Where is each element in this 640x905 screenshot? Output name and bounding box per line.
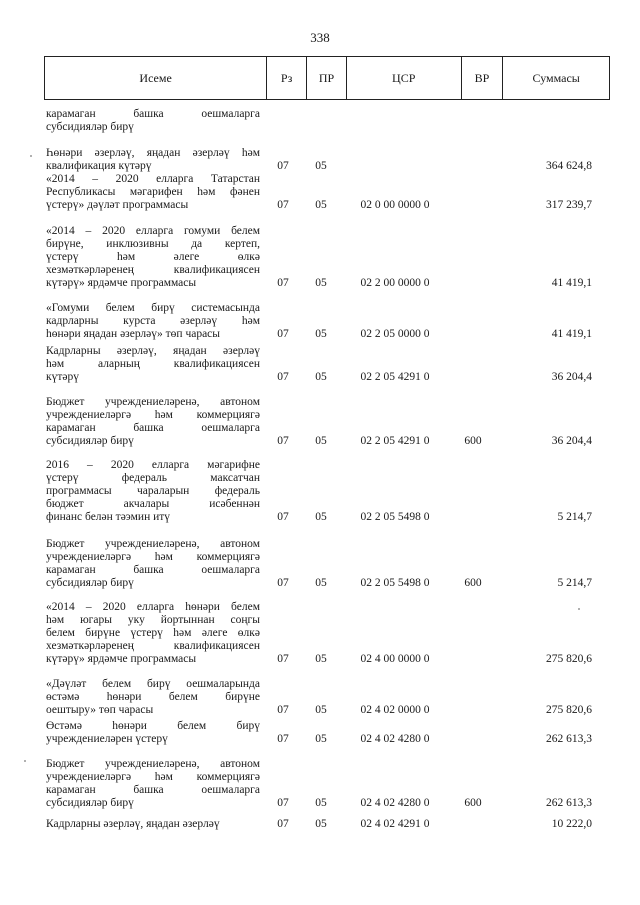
page-number: 338 (310, 30, 330, 45)
row-name-line: күтәрү» ярдәмче программасы (46, 653, 197, 665)
row-sum: 5 214,7 (557, 577, 592, 589)
row-pr: 05 (315, 818, 327, 830)
row-sum: 41 419,1 (551, 328, 592, 340)
row-name-line: Өстәмә һөнәри белем бирү (46, 720, 260, 732)
row-pr: 05 (315, 511, 327, 523)
row-name-line: субсидияләр бирү (46, 797, 134, 809)
row-pr: 05 (315, 160, 327, 172)
row-name-line: карамаган башка оешмаларга (46, 784, 260, 796)
row-sum: 275 820,6 (546, 653, 592, 665)
row-sum: 5 214,7 (557, 511, 592, 523)
row-name-line: бюджет акчалары исәбеннән (46, 498, 260, 510)
row-name (46, 818, 260, 831)
row-name (46, 720, 260, 746)
row-rz: 07 (277, 511, 289, 523)
row-pr: 05 (315, 277, 327, 289)
row-name-line: карамаган башка оешмаларга (46, 108, 260, 120)
row-name-line: субсидияләр бирү (46, 435, 134, 447)
header-pr: ПР (307, 57, 347, 99)
row-name (46, 345, 260, 384)
row-name-line: программасы чараларын федераль (46, 485, 260, 497)
row-name-line: һәм югары уку йортыннан соңгы (46, 614, 260, 626)
row-sum: 364 624,8 (546, 160, 592, 172)
row-name-line: «Дәүләт белем бирү оешмаларында (46, 678, 260, 690)
row-name-line: белем бирүне үстерү һәм әлеге өлкә (46, 627, 260, 639)
row-name-line: күтәрү» ярдәмче программасы (46, 277, 197, 289)
row-name-line: өстәмә һөнәри белем бирүне (46, 691, 260, 703)
row-name-line: 2016 – 2020 елларга мәгарифне (46, 459, 260, 471)
row-rz: 07 (277, 733, 289, 745)
row-name-line: «2014 – 2020 елларга һөнәри белем (46, 601, 260, 613)
row-csr: 02 4 02 4280 0 (360, 797, 430, 809)
row-rz: 07 (277, 277, 289, 289)
row-rz: 07 (277, 653, 289, 665)
row-pr: 05 (315, 733, 327, 745)
row-name-line: «2014 – 2020 елларга гомуми белем (46, 225, 260, 237)
row-sum: 317 239,7 (546, 199, 592, 211)
row-csr: 02 2 05 5498 0 (360, 511, 430, 523)
row-name-line: күтәрү (46, 371, 79, 383)
row-name-line: бирүне, инклюзивны да кертеп, (46, 238, 260, 250)
row-pr: 05 (315, 371, 327, 383)
header-name: Исеме (45, 57, 267, 99)
row-name-line: учреждениеләргә һәм коммерциягә (46, 551, 260, 563)
scan-speck (578, 608, 580, 610)
row-csr: 02 2 05 4291 0 (360, 435, 430, 447)
row-vr: 600 (464, 435, 482, 447)
row-pr: 05 (315, 653, 327, 665)
header-csr: ЦСР (347, 57, 462, 99)
row-name-line: хезмәткәрләренең квалификациясен (46, 640, 260, 652)
row-sum: 41 419,1 (551, 277, 592, 289)
row-sum: 36 204,4 (551, 435, 592, 447)
row-name-line: үстерү федераль максатчан (46, 472, 260, 484)
row-name-line: кадрларны курста әзерләү һәм (46, 315, 260, 327)
row-name (46, 108, 260, 134)
row-pr: 05 (315, 577, 327, 589)
row-sum: 262 613,3 (546, 797, 592, 809)
row-name-line: субсидияләр бирү (46, 577, 134, 589)
row-name-line: хезмәткәрләренең квалификациясен (46, 264, 260, 276)
row-csr: 02 2 05 5498 0 (360, 577, 430, 589)
row-name-line: үстерү» дәүләт программасы (46, 199, 189, 211)
scan-speck (24, 760, 26, 762)
row-name (46, 147, 260, 173)
row-name-line: һөнәри яңадан әзерләү» төп чарасы (46, 328, 221, 340)
row-name-line: карамаган башка оешмаларга (46, 564, 260, 576)
row-name-line: «Гомуми белем бирү системасында (46, 302, 260, 314)
row-name-line: үстерү һәм әлеге өлкә (46, 251, 260, 263)
row-csr: 02 2 05 0000 0 (360, 328, 430, 340)
row-csr: 02 2 00 0000 0 (360, 277, 430, 289)
row-name (46, 302, 260, 341)
row-name-line: Кадрларны әзерләү, яңадан әзерләү (46, 818, 220, 830)
header-rz: Рз (267, 57, 307, 99)
row-pr: 05 (315, 797, 327, 809)
row-pr: 05 (315, 435, 327, 447)
row-name-line: Бюджет учреждениеләренә, автоном (46, 538, 260, 550)
row-name (46, 396, 260, 448)
row-name (46, 601, 260, 666)
row-csr: 02 4 00 0000 0 (360, 653, 430, 665)
row-pr: 05 (315, 704, 327, 716)
row-rz: 07 (277, 371, 289, 383)
row-csr: 02 4 02 4291 0 (360, 818, 430, 830)
row-rz: 07 (277, 704, 289, 716)
row-name-line: Республикасы мәгарифен һәм фәнен (46, 186, 260, 198)
row-csr: 02 0 00 0000 0 (360, 199, 430, 211)
row-name (46, 678, 260, 717)
row-csr: 02 2 05 4291 0 (360, 371, 430, 383)
row-name-line: учреждениеләргә һәм коммерциягә (46, 409, 260, 421)
row-name-line: «2014 – 2020 елларга Татарстан (46, 173, 260, 185)
row-name (46, 225, 260, 290)
row-sum: 36 204,4 (551, 371, 592, 383)
header-sum: Суммасы (532, 70, 580, 85)
row-name (46, 538, 260, 590)
scan-speck (30, 155, 32, 157)
row-name-line: оештыру» төп чарасы (46, 704, 154, 716)
row-name (46, 459, 260, 524)
row-csr: 02 4 02 4280 0 (360, 733, 430, 745)
row-rz: 07 (277, 577, 289, 589)
row-name-line: субсидияләр бирү (46, 121, 134, 133)
row-sum: 275 820,6 (546, 704, 592, 716)
row-sum: 262 613,3 (546, 733, 592, 745)
row-name-line: учреждениеләрен үстерү (46, 733, 168, 745)
row-name-line: карамаган башка оешмаларга (46, 422, 260, 434)
row-name-line: һәм аларның квалификациясен (46, 358, 260, 370)
row-name-line: Бюджет учреждениеләренә, автоном (46, 396, 260, 408)
row-rz: 07 (277, 797, 289, 809)
header-vr: ВР (462, 57, 504, 99)
row-name-line: Кадрларны әзерләү, яңадан әзерләү (46, 345, 260, 357)
row-vr: 600 (464, 797, 482, 809)
row-vr: 600 (464, 577, 482, 589)
row-pr: 05 (315, 199, 327, 211)
row-name-line: Бюджет учреждениеләренә, автоном (46, 758, 260, 770)
row-name-line: квалификация күтәрү (46, 160, 152, 172)
row-name-line: учреждениеләргә һәм коммерциягә (46, 771, 260, 783)
row-name-line: Һөнәри әзерләү, яңадан әзерләү һәм (46, 147, 260, 159)
row-rz: 07 (277, 328, 289, 340)
row-rz: 07 (277, 818, 289, 830)
row-sum: 10 222,0 (551, 818, 592, 830)
row-csr: 02 4 02 0000 0 (360, 704, 430, 716)
row-name (46, 173, 260, 212)
table-header (44, 56, 610, 100)
row-name (46, 758, 260, 810)
row-name-line: финанс белән тәэмин итү (46, 511, 171, 523)
row-rz: 07 (277, 199, 289, 211)
row-rz: 07 (277, 160, 289, 172)
row-pr: 05 (315, 328, 327, 340)
row-rz: 07 (277, 435, 289, 447)
